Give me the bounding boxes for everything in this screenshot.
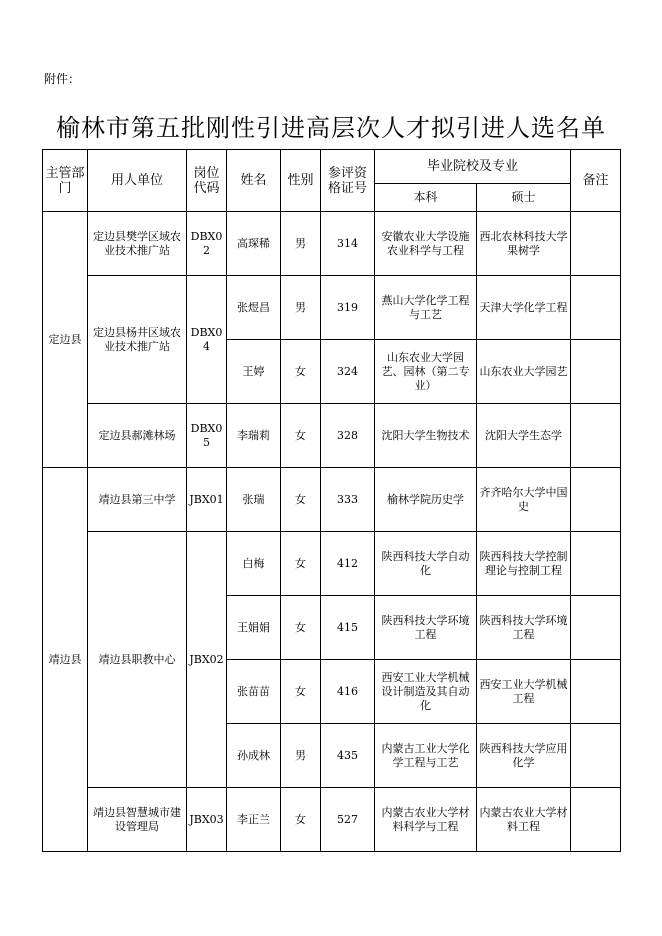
gender-cell: 男 [281, 276, 321, 340]
cert-cell: 415 [321, 596, 375, 660]
bachelor-cell: 内蒙古农业大学材料科学与工程 [375, 788, 477, 852]
name-cell: 高琛稀 [227, 212, 281, 276]
master-cell: 陕西科技大学应用化学 [477, 724, 571, 788]
bachelor-cell: 山东农业大学园艺、园林（第二专业） [375, 340, 477, 404]
gender-cell: 女 [281, 404, 321, 468]
header-school-major: 毕业院校及专业 [375, 150, 571, 184]
master-cell: 齐齐哈尔大学中国史 [477, 468, 571, 532]
unit-cell: 靖边县智慧城市建设管理局 [88, 788, 187, 852]
header-remark: 备注 [571, 150, 621, 212]
name-cell: 张苗苗 [227, 660, 281, 724]
bachelor-cell: 燕山大学化学工程与工艺 [375, 276, 477, 340]
bachelor-cell: 陕西科技大学自动化 [375, 532, 477, 596]
name-cell: 李瑞莉 [227, 404, 281, 468]
gender-cell: 男 [281, 212, 321, 276]
master-cell: 西北农林科技大学果树学 [477, 212, 571, 276]
header-bachelor: 本科 [375, 184, 477, 212]
bachelor-cell: 安徽农业大学设施农业科学与工程 [375, 212, 477, 276]
name-cell: 李正兰 [227, 788, 281, 852]
header-cert-no: 参评资格证号 [321, 150, 375, 212]
attachment-label: 附件： [44, 72, 81, 86]
cert-cell: 333 [321, 468, 375, 532]
unit-cell: 定边县郝滩林场 [88, 404, 187, 468]
post-code-cell: DBX05 [187, 404, 227, 468]
header-row [43, 150, 621, 184]
remark-cell [571, 532, 621, 596]
name-cell: 王娟娟 [227, 596, 281, 660]
cert-cell: 527 [321, 788, 375, 852]
cert-cell: 324 [321, 340, 375, 404]
master-cell: 沈阳大学生态学 [477, 404, 571, 468]
name-cell: 王婷 [227, 340, 281, 404]
remark-cell [571, 340, 621, 404]
header-dept: 主管部门 [43, 150, 88, 212]
post-code-cell: DBX04 [187, 276, 227, 404]
unit-cell: 定边县樊学区域农业技术推广站 [88, 212, 187, 276]
remark-cell [571, 660, 621, 724]
remark-cell [571, 212, 621, 276]
master-cell: 山东农业大学园艺 [477, 340, 571, 404]
gender-cell: 女 [281, 596, 321, 660]
unit-cell: 靖边县第三中学 [88, 468, 187, 532]
table-row [43, 788, 621, 852]
master-cell: 天津大学化学工程 [477, 276, 571, 340]
remark-cell [571, 276, 621, 340]
header-master: 硕士 [477, 184, 571, 212]
gender-cell: 女 [281, 468, 321, 532]
post-code-cell: DBX02 [187, 212, 227, 276]
post-code-cell: JBX03 [187, 788, 227, 852]
gender-cell: 女 [281, 788, 321, 852]
gender-cell: 女 [281, 340, 321, 404]
header-gender: 性别 [281, 150, 321, 212]
master-cell: 陕西科技大学环境工程 [477, 596, 571, 660]
master-cell: 内蒙古农业大学材料工程 [477, 788, 571, 852]
name-cell: 白梅 [227, 532, 281, 596]
master-cell: 西安工业大学机械工程 [477, 660, 571, 724]
remark-cell [571, 724, 621, 788]
table-row [43, 404, 621, 468]
candidate-table [42, 149, 621, 852]
bachelor-cell: 榆林学院历史学 [375, 468, 477, 532]
cert-cell: 435 [321, 724, 375, 788]
remark-cell [571, 468, 621, 532]
bachelor-cell: 陕西科技大学环境工程 [375, 596, 477, 660]
table-row [43, 276, 621, 340]
remark-cell [571, 596, 621, 660]
unit-cell: 靖边县职教中心 [88, 532, 187, 788]
master-cell: 陕西科技大学控制理论与控制工程 [477, 532, 571, 596]
name-cell: 张煜昌 [227, 276, 281, 340]
header-name: 姓名 [227, 150, 281, 212]
header-unit: 用人单位 [88, 150, 187, 212]
post-code-cell: JBX01 [187, 468, 227, 532]
remark-cell [571, 404, 621, 468]
document-title: 榆林市第五批刚性引进高层次人才拟引进人选名单 [56, 114, 606, 142]
bachelor-cell: 沈阳大学生物技术 [375, 404, 477, 468]
cert-cell: 412 [321, 532, 375, 596]
remark-cell [571, 788, 621, 852]
name-cell: 孙成林 [227, 724, 281, 788]
header-post-code: 岗位代码 [187, 150, 227, 212]
gender-cell: 女 [281, 532, 321, 596]
name-cell: 张瑞 [227, 468, 281, 532]
cert-cell: 416 [321, 660, 375, 724]
table-row [43, 468, 621, 532]
table-row [43, 532, 621, 596]
gender-cell: 男 [281, 724, 321, 788]
dept-cell: 靖边县 [43, 468, 88, 852]
unit-cell: 定边县杨井区域农业技术推广站 [88, 276, 187, 404]
dept-cell: 定边县 [43, 212, 88, 468]
gender-cell: 女 [281, 660, 321, 724]
cert-cell: 319 [321, 276, 375, 340]
bachelor-cell: 内蒙古工业大学化学工程与工艺 [375, 724, 477, 788]
cert-cell: 314 [321, 212, 375, 276]
table-row [43, 212, 621, 276]
bachelor-cell: 西安工业大学机械设计制造及其自动化 [375, 660, 477, 724]
post-code-cell: JBX02 [187, 532, 227, 788]
cert-cell: 328 [321, 404, 375, 468]
